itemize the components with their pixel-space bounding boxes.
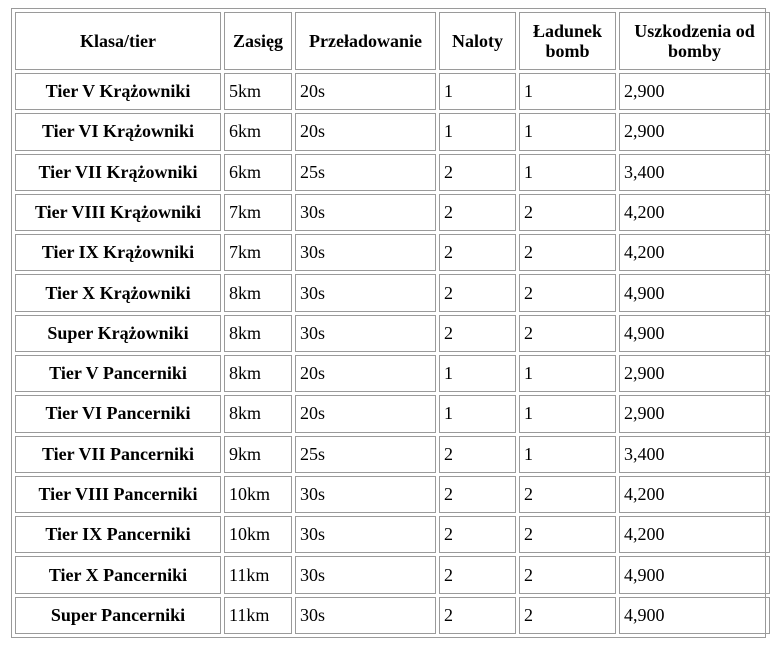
cell-ladunek: 2	[519, 597, 616, 634]
header-zasieg: Zasięg	[224, 12, 292, 70]
table-row	[15, 436, 770, 473]
cell-klasa: Tier VI Pancerniki	[15, 395, 221, 432]
cell-klasa: Tier IX Krążowniki	[15, 234, 221, 271]
cell-naloty: 2	[439, 516, 516, 553]
header-row	[15, 12, 770, 70]
cell-zasieg: 5km	[224, 73, 292, 110]
cell-przeladowanie: 20s	[295, 355, 436, 392]
cell-ladunek: 1	[519, 73, 616, 110]
table-row	[15, 113, 770, 150]
cell-naloty: 2	[439, 234, 516, 271]
cell-zasieg: 7km	[224, 194, 292, 231]
cell-zasieg: 11km	[224, 556, 292, 593]
cell-ladunek: 2	[519, 516, 616, 553]
cell-przeladowanie: 30s	[295, 315, 436, 352]
cell-naloty: 2	[439, 436, 516, 473]
cell-uszkodzenia: 4,900	[619, 274, 770, 311]
cell-naloty: 2	[439, 274, 516, 311]
table-row	[15, 154, 770, 191]
cell-przeladowanie: 25s	[295, 436, 436, 473]
cell-ladunek: 1	[519, 355, 616, 392]
cell-naloty: 1	[439, 73, 516, 110]
table-row	[15, 315, 770, 352]
cell-zasieg: 6km	[224, 113, 292, 150]
cell-uszkodzenia: 4,200	[619, 234, 770, 271]
cell-ladunek: 1	[519, 436, 616, 473]
cell-ladunek: 2	[519, 315, 616, 352]
cell-przeladowanie: 30s	[295, 194, 436, 231]
cell-naloty: 2	[439, 597, 516, 634]
cell-ladunek: 1	[519, 113, 616, 150]
cell-naloty: 2	[439, 154, 516, 191]
header-uszkodzenia: Uszkodzenia od bomby	[619, 12, 770, 70]
cell-przeladowanie: 20s	[295, 113, 436, 150]
cell-ladunek: 2	[519, 556, 616, 593]
cell-klasa: Tier IX Pancerniki	[15, 516, 221, 553]
header-przeladowanie: Przeładowanie	[295, 12, 436, 70]
cell-naloty: 2	[439, 476, 516, 513]
cell-klasa: Super Pancerniki	[15, 597, 221, 634]
header-klasa: Klasa/tier	[15, 12, 221, 70]
table-row	[15, 395, 770, 432]
cell-klasa: Tier X Krążowniki	[15, 274, 221, 311]
cell-klasa: Tier VI Krążowniki	[15, 113, 221, 150]
table-row	[15, 556, 770, 593]
cell-uszkodzenia: 4,900	[619, 315, 770, 352]
cell-przeladowanie: 30s	[295, 516, 436, 553]
table-row	[15, 274, 770, 311]
header-naloty: Naloty	[439, 12, 516, 70]
cell-przeladowanie: 20s	[295, 73, 436, 110]
cell-uszkodzenia: 4,200	[619, 516, 770, 553]
cell-uszkodzenia: 2,900	[619, 113, 770, 150]
cell-klasa: Tier VIII Pancerniki	[15, 476, 221, 513]
cell-przeladowanie: 30s	[295, 597, 436, 634]
table-row	[15, 355, 770, 392]
cell-uszkodzenia: 4,200	[619, 476, 770, 513]
cell-zasieg: 10km	[224, 476, 292, 513]
cell-zasieg: 8km	[224, 355, 292, 392]
cell-klasa: Tier X Pancerniki	[15, 556, 221, 593]
cell-ladunek: 2	[519, 234, 616, 271]
cell-uszkodzenia: 3,400	[619, 436, 770, 473]
cell-uszkodzenia: 3,400	[619, 154, 770, 191]
bomb-stats-table-frame	[11, 8, 766, 638]
cell-klasa: Super Krążowniki	[15, 315, 221, 352]
table-row	[15, 234, 770, 271]
cell-klasa: Tier VII Krążowniki	[15, 154, 221, 191]
cell-naloty: 1	[439, 113, 516, 150]
cell-klasa: Tier VII Pancerniki	[15, 436, 221, 473]
cell-klasa: Tier VIII Krążowniki	[15, 194, 221, 231]
cell-naloty: 1	[439, 395, 516, 432]
cell-przeladowanie: 25s	[295, 154, 436, 191]
cell-zasieg: 11km	[224, 597, 292, 634]
cell-naloty: 2	[439, 315, 516, 352]
bomb-stats-table	[12, 9, 773, 637]
table-row	[15, 476, 770, 513]
cell-ladunek: 1	[519, 154, 616, 191]
cell-uszkodzenia: 4,900	[619, 597, 770, 634]
cell-przeladowanie: 30s	[295, 274, 436, 311]
cell-uszkodzenia: 4,200	[619, 194, 770, 231]
cell-uszkodzenia: 4,900	[619, 556, 770, 593]
cell-zasieg: 10km	[224, 516, 292, 553]
cell-klasa: Tier V Krążowniki	[15, 73, 221, 110]
cell-uszkodzenia: 2,900	[619, 73, 770, 110]
cell-naloty: 2	[439, 194, 516, 231]
cell-uszkodzenia: 2,900	[619, 395, 770, 432]
cell-zasieg: 8km	[224, 395, 292, 432]
cell-zasieg: 6km	[224, 154, 292, 191]
cell-uszkodzenia: 2,900	[619, 355, 770, 392]
cell-ladunek: 2	[519, 274, 616, 311]
table-row	[15, 73, 770, 110]
cell-naloty: 1	[439, 355, 516, 392]
cell-przeladowanie: 20s	[295, 395, 436, 432]
cell-przeladowanie: 30s	[295, 234, 436, 271]
cell-przeladowanie: 30s	[295, 556, 436, 593]
table-row	[15, 194, 770, 231]
table-row	[15, 516, 770, 553]
cell-naloty: 2	[439, 556, 516, 593]
cell-klasa: Tier V Pancerniki	[15, 355, 221, 392]
cell-zasieg: 8km	[224, 315, 292, 352]
cell-ladunek: 2	[519, 476, 616, 513]
cell-ladunek: 2	[519, 194, 616, 231]
cell-zasieg: 7km	[224, 234, 292, 271]
cell-zasieg: 9km	[224, 436, 292, 473]
cell-zasieg: 8km	[224, 274, 292, 311]
header-ladunek: Ładunek bomb	[519, 12, 616, 70]
cell-przeladowanie: 30s	[295, 476, 436, 513]
table-row	[15, 597, 770, 634]
cell-ladunek: 1	[519, 395, 616, 432]
